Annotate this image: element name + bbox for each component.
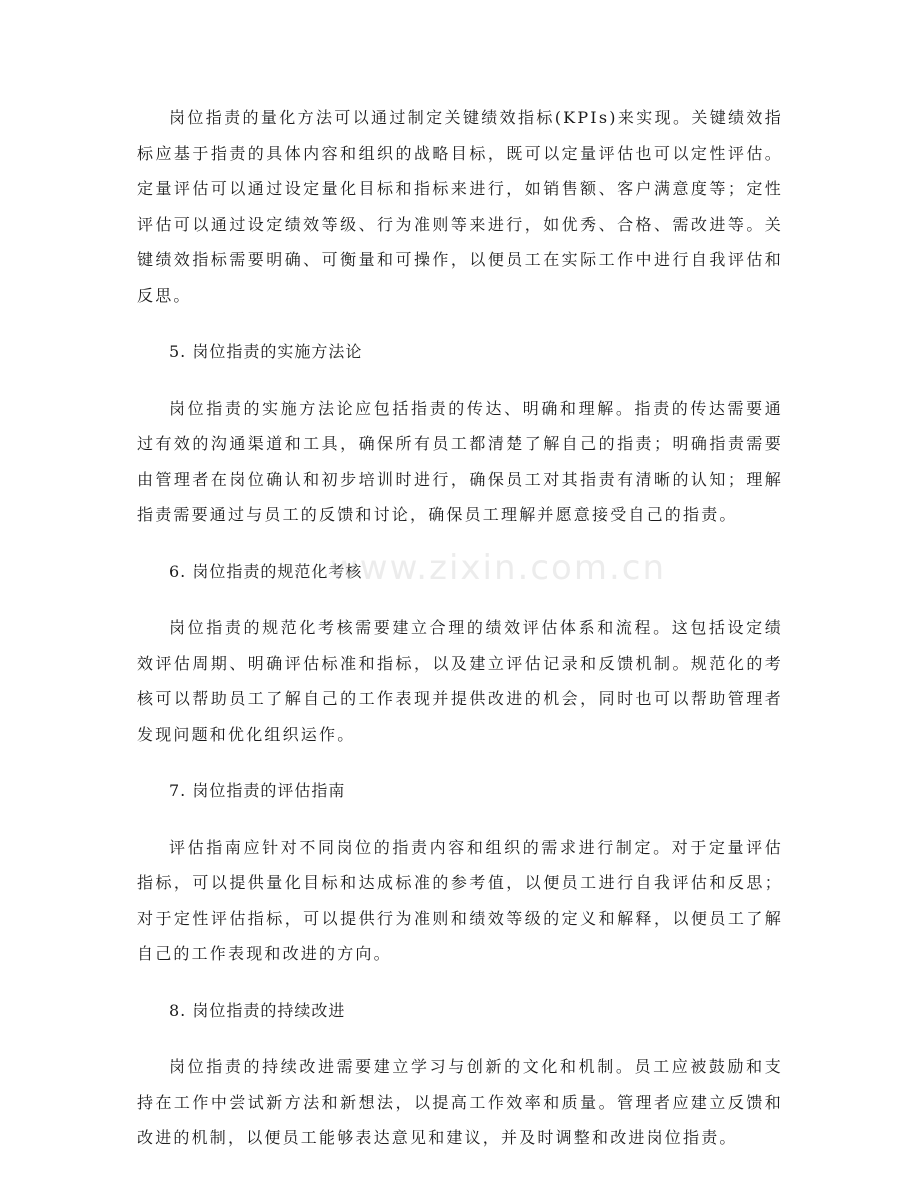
spacer — [137, 1028, 783, 1049]
section-heading-7: 7. 岗位指责的评估指南 — [169, 781, 346, 800]
paragraph-implementation: 岗位指责的实施方法论应包括指责的传达、明确和理解。指责的传达需要通过有效的沟通渠道和工具，确保所有员工都清楚了解自己的指责；明确指责需要由管理者在岗位确认和初步培训时进行，确保员工对其指责有清晰的认知；理解指责需要通过与员工的反馈和讨论，确保员工理解并愿意接受自己的指责。 — [137, 398, 783, 524]
section-heading-6: 6. 岗位指责的规范化考核 — [169, 561, 363, 581]
spacer — [137, 752, 783, 773]
spacer — [137, 972, 783, 993]
paragraph-kpi-method: 岗位指责的量化方法可以通过制定关键绩效指标(KPIs)来实现。关键绩效指标应基于指责的具体内容和组织的战略目标，既可以定量评估也可以定性评估。定量评估可以通过设定量化目标和指标来进行，如销售额、客户满意度等；定性评估可以通过设定绩效等级、行为准则等来进行，如优秀、合格、需改进等。关键绩效指标需要明确、可衡量和可操作，以便员工在实际工作中进行自我评估和反思。 — [137, 108, 783, 305]
section-heading-5: 5. 岗位指责的实施方法论 — [169, 342, 363, 361]
paragraph-standardized-assessment: 岗位指责的规范化考核需要建立合理的绩效评估体系和流程。这包括设定绩效评估周期、明确评估标准和指标，以及建立评估记录和反馈机制。规范化的考核可以帮助员工了解自己的工作表现并提供改进的机会，同时也可以帮助管理者发现问题和优化组织运作。 — [137, 618, 783, 744]
paragraph-evaluation-guide: 评估指南应针对不同岗位的指责内容和组织的需求进行制定。对于定量评估指标，可以提供量化目标和达成标准的参考值，以便员工进行自我评估和反思；对于定性评估指标，可以提供行为准则和绩效等级的定义和解释，以便员工了解自己的工作表现和改进的方向。 — [137, 837, 783, 963]
spacer — [137, 313, 783, 334]
spacer — [137, 809, 783, 830]
spacer — [137, 533, 783, 554]
section-heading-8: 8. 岗位指责的持续改进 — [169, 1000, 346, 1020]
watermark-text: www.zixin.com.cn — [330, 548, 666, 588]
spacer — [137, 589, 783, 610]
document-body — [137, 100, 783, 1156]
paragraph-continuous-improvement: 岗位指责的持续改进需要建立学习与创新的文化和机制。员工应被鼓励和支持在工作中尝试新方法和新想法，以提高工作效率和质量。管理者应建立反馈和改进的机制，以便员工能够表达意见和建议，并及时调整和改进岗位指责。 — [137, 1057, 783, 1147]
spacer — [137, 370, 783, 391]
